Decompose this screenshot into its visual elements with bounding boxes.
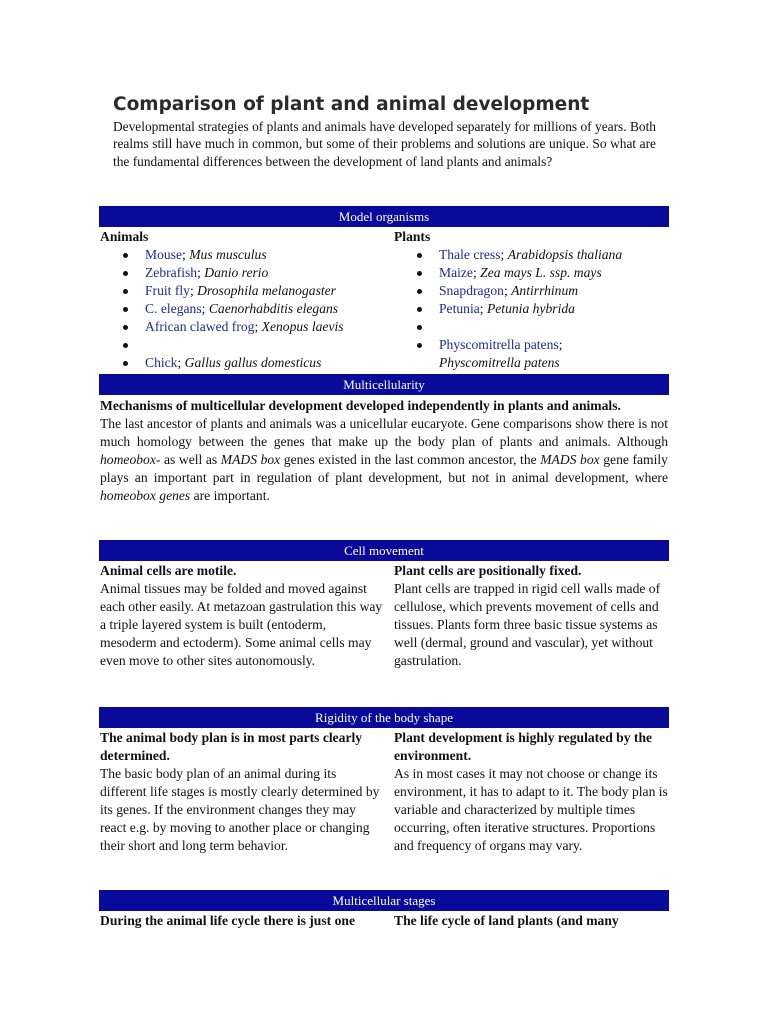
organism-link[interactable]: Snapdragon (439, 283, 504, 298)
plant-cells-text: Plant cells are trapped in rigid cell walls made of cellulose, which prevents movement of cells and tissues. Plants form three basic tissue systems as well (dermal, ground and vascular), yet without gastrulation. (394, 581, 661, 668)
animal-body-plan-text: The basic body plan of an animal during its different life stages is mostly clearly determined by its genes. If the environment changes they may react e.g. by moving to another place or changing their short and long term behavior. (100, 766, 380, 853)
animals-heading: Animals (100, 229, 149, 244)
scientific-name: Xenopus laevis (261, 319, 344, 334)
section-bar-rigidity: Rigidity of the body shape (99, 707, 669, 728)
scientific-name: Physcomitrella patens (439, 355, 560, 370)
list-item: Fruit fly; Drosophila melanogaster (100, 282, 385, 300)
plant-cells-column (394, 562, 669, 670)
list-item: Thale cress; Arabidopsis thaliana (394, 246, 669, 264)
multicellularity-text (100, 397, 668, 505)
section-bar-multicellular-stages: Multicellular stages (99, 890, 669, 911)
plants-column (394, 228, 669, 372)
plant-life-cycle-column (394, 912, 669, 930)
organism-link[interactable]: C. elegans (145, 301, 202, 316)
organism-link[interactable]: Maize (439, 265, 473, 280)
organism-link[interactable]: Chick (145, 355, 178, 370)
scientific-name: Caenorhabditis elegans (208, 301, 339, 316)
italic-run: homeobox genes (100, 488, 191, 503)
list-item: Zebrafish; Danio rerio (100, 264, 385, 282)
animal-cells-text: Animal tissues may be folded and moved against each other easily. At metazoan gastrulation this way a triple layered system is built (entoderm, mesoderm and ectoderm). Some animal cells may even move to other sites autonomously. (100, 581, 383, 668)
animal-cells-heading: Animal cells are motile. (100, 563, 237, 578)
text-run: The last ancestor of plants and animals was a unicellular eucaryote. Gene comparisons show there is not much homology between the genes that make up the body plan of plants and animals. Although (100, 416, 668, 449)
animal-body-plan-heading: The animal body plan is in most parts clearly determined. (100, 730, 363, 763)
plant-development-column (394, 729, 669, 855)
animal-life-cycle-column (100, 912, 385, 930)
italic-run: MADS box (540, 452, 600, 467)
list-item: African clawed frog; Xenopus laevis (100, 318, 385, 336)
list-item: Chick; Gallus gallus domesticus (100, 354, 385, 372)
page-title: Comparison of plant and animal development (113, 94, 590, 115)
multicellularity-heading: Mechanisms of multicellular development developed independently in plants and animals. (100, 398, 621, 413)
organism-link[interactable]: Thale cress (439, 247, 501, 262)
scientific-name: Danio rerio (204, 265, 269, 280)
section-bar-model-organisms: Model organisms (99, 206, 669, 227)
text-run: are important. (190, 488, 270, 503)
organism-link[interactable]: Mouse (145, 247, 183, 262)
list-item: Snapdragon; Antirrhinum (394, 282, 669, 300)
list-item: Petunia; Petunia hybrida (394, 300, 669, 318)
organism-link[interactable]: Petunia (439, 301, 480, 316)
organism-link[interactable]: Zebrafish (145, 265, 198, 280)
organism-link[interactable]: Fruit fly (145, 283, 190, 298)
animal-life-cycle-heading: During the animal life cycle there is just one (100, 913, 355, 928)
text-run: gene family plays an important part in regulation of plant development, but not in animal development, where (100, 452, 668, 485)
italic-run: MADS box (220, 452, 281, 467)
animal-cells-column (100, 562, 385, 670)
multicellularity-paragraph (100, 415, 668, 505)
scientific-name: Petunia hybrida (486, 301, 575, 316)
organism-link[interactable]: African clawed frog (145, 319, 255, 334)
scientific-name: Antirrhinum (511, 283, 579, 298)
animals-list (100, 246, 385, 372)
text-run: - as well as (155, 452, 221, 467)
animal-body-plan-column (100, 729, 385, 855)
list-item: Physcomitrella patens; Physcomitrella patens (394, 336, 669, 372)
list-item: C. elegans; Caenorhabditis elegans (100, 300, 385, 318)
list-spacer (100, 336, 385, 354)
plant-life-cycle-heading: The life cycle of land plants (and many (394, 913, 619, 928)
section-bar-cell-movement: Cell movement (99, 540, 669, 561)
scientific-name: Zea mays L. ssp. mays (480, 265, 602, 280)
list-item: Mouse; Mus musculus (100, 246, 385, 264)
section-bar-multicellularity: Multicellularity (99, 374, 669, 395)
organism-link[interactable]: Physcomitrella patens (439, 337, 559, 352)
scientific-name: Arabidopsis thaliana (507, 247, 623, 262)
scientific-name: Mus musculus (189, 247, 267, 262)
list-spacer (394, 318, 669, 336)
italic-run: homeobox (100, 452, 156, 467)
plants-heading: Plants (394, 229, 431, 244)
list-item: Maize; Zea mays L. ssp. mays (394, 264, 669, 282)
animals-column (100, 228, 385, 372)
plant-development-text: As in most cases it may not choose or change its environment, it has to adapt to it. The body plan is variable and characterized by multiple times occurring, often iterative structures. Proportions and frequency of organs may vary. (394, 766, 668, 853)
plant-cells-heading: Plant cells are positionally fixed. (394, 563, 582, 578)
text-run: genes existed in the last common ancestor, the (280, 452, 541, 467)
plant-development-heading: Plant development is highly regulated by the environment. (394, 730, 653, 763)
intro-paragraph: Developmental strategies of plants and animals have developed separately for millions of years. Both realms still have much in common, but some of their problems and solutions are unique. So what are the fundamental differences between the development of land plants and animals? (113, 119, 656, 169)
scientific-name: Gallus gallus domesticus (184, 355, 322, 370)
plants-list (394, 246, 669, 372)
scientific-name: Drosophila melanogaster (197, 283, 336, 298)
